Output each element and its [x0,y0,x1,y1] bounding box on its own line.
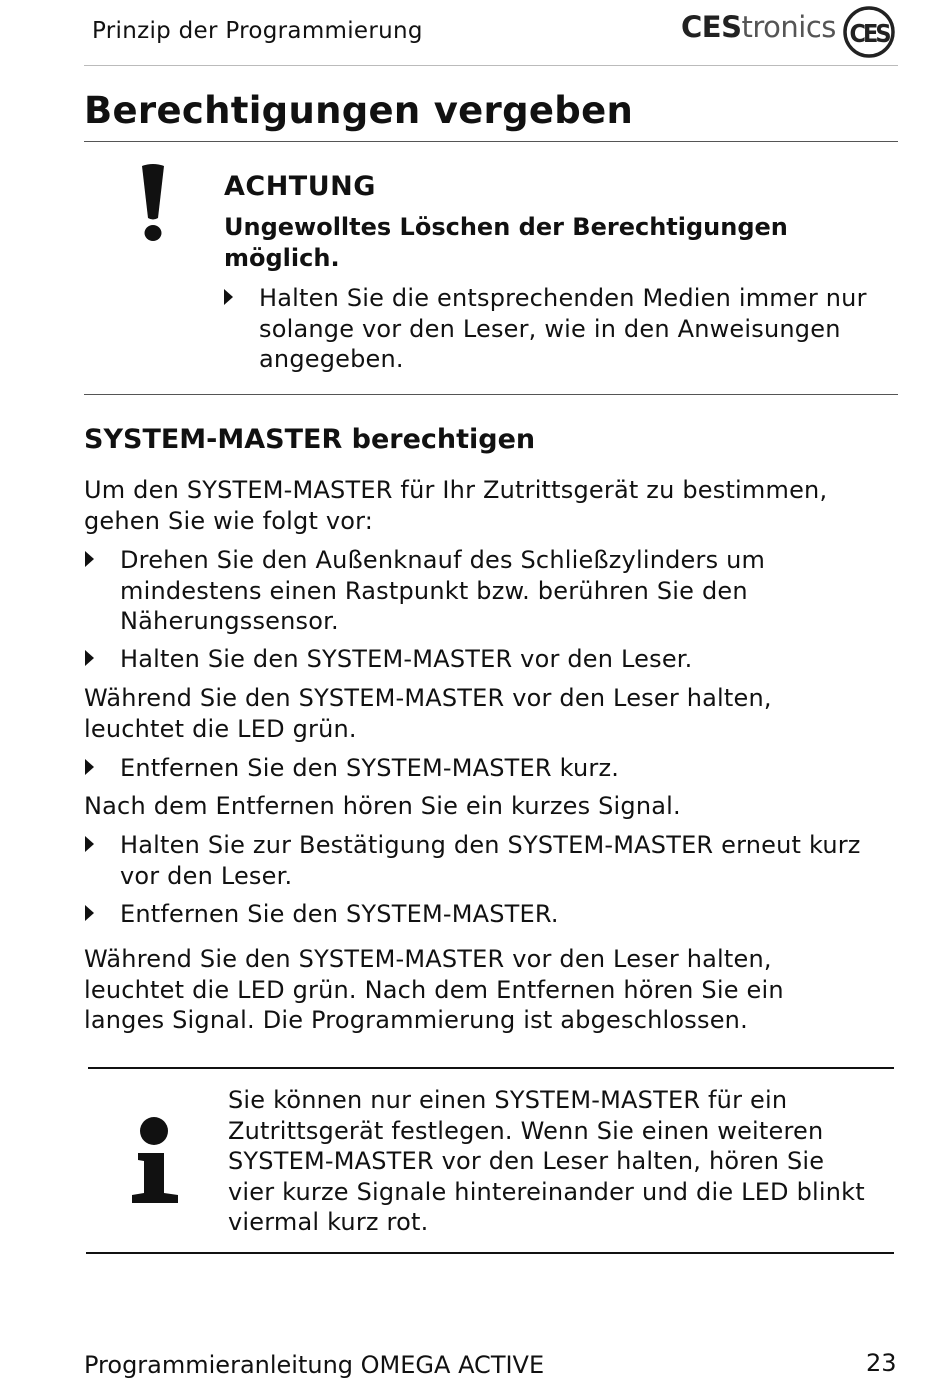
brand-wordmark [681,10,836,44]
result-3: Während Sie den SYSTEM-MASTER vor den Leser halten, leuchtet die LED grün. Nach dem Entfernen hören Sie ein langes Signal. Die Programmierung ist abgeschlossen. [84,945,784,1034]
section-intro: Um den SYSTEM-MASTER für Ihr Zutrittsgerät zu bestimmen, gehen Sie wie folgt vor: [84,476,828,535]
step-1: Drehen Sie den Außenknauf des Schließzylinders um mindestens einen Rastpunkt bzw. berühren Sie den Näherungssensor. [120,546,766,635]
bullet-arrow-icon [85,650,94,666]
step-5: Entfernen Sie den SYSTEM-MASTER. [120,900,559,928]
bullet-arrow-icon [224,289,233,305]
result-1: Während Sie den SYSTEM-MASTER vor den Leser halten, leuchtet die LED grün. [84,684,772,743]
bullet-arrow-icon [85,759,94,775]
brand-bold: CES [681,10,742,44]
bullet-arrow-icon [85,905,94,921]
ces-logo-icon [842,5,896,59]
logo-text: CES [849,19,889,48]
section-heading: SYSTEM-MASTER berechtigen [84,424,536,455]
warning-subheading: Ungewolltes Löschen der Berechtigungen möglich. [224,213,788,272]
bullet-arrow-icon [85,551,94,567]
exclamation-icon [128,160,178,246]
title-divider [84,141,898,142]
page-title: Berechtigungen vergeben [84,89,634,132]
footer-document-title: Programmieranleitung OMEGA ACTIVE [84,1351,545,1379]
info-icon [128,1115,184,1207]
step-4: Halten Sie zur Bestätigung den SYSTEM-MASTER erneut kurz vor den Leser. [120,831,861,890]
header-divider [84,65,898,66]
warning-divider [84,394,898,395]
info-text: Sie können nur einen SYSTEM-MASTER für ein Zutrittsgerät festlegen. Wenn Sie einen weiteren SYSTEM-MASTER vor den Leser halten, hören Sie vier kurze Signale hintereinander und die LED blinkt viermal kurz rot. [228,1086,865,1236]
info-bottom-divider [86,1252,894,1254]
bullet-arrow-icon [85,836,94,852]
step-3: Entfernen Sie den SYSTEM-MASTER kurz. [120,754,620,782]
result-2: Nach dem Entfernen hören Sie ein kurzes Signal. [84,792,681,820]
page-number: 23 [866,1349,897,1377]
brand-light: tronics [741,10,836,44]
step-2: Halten Sie den SYSTEM-MASTER vor den Leser. [120,645,693,673]
warning-instruction: Halten Sie die entsprechenden Medien immer nur solange vor den Leser, wie in den Anweisungen angegeben. [259,284,867,373]
warning-heading: ACHTUNG [224,171,376,202]
info-top-divider [88,1067,894,1069]
header-section-title: Prinzip der Programmierung [92,18,423,44]
